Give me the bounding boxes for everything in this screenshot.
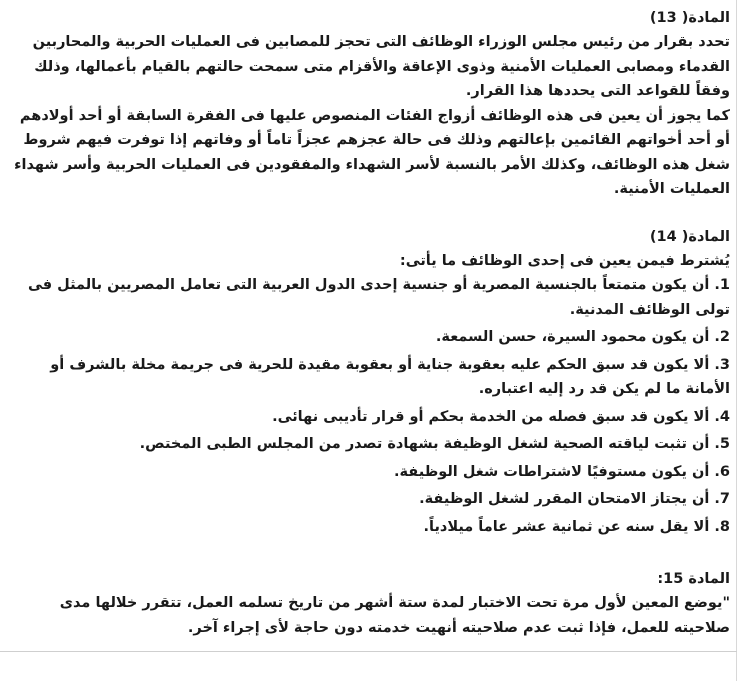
condition-text: ألا يقل سنه عن ثمانية عشر عاماً ميلادياً. xyxy=(423,518,710,535)
condition-item xyxy=(4,432,730,457)
condition-number: 1. xyxy=(714,277,730,293)
article-13-paragraph-1: تحدد بقرار من رئيس مجلس الوزراء الوظائف التى تحجز للمصابين فى العمليات الحربية والمحاربين القدماء ومصابى العمليات الأمنية وذوى الإعاقة والأقزام متى سمحت حالتهم بالقيام بأعمالها، وذلك وفقاً للقواعد التى يحددها هذا القرار. xyxy=(32,34,730,99)
condition-item xyxy=(4,325,730,350)
conditions-list xyxy=(4,273,730,539)
condition-number: 5. xyxy=(714,436,730,452)
condition-number: 4. xyxy=(714,408,730,425)
article-15 xyxy=(4,567,730,640)
condition-number: 6. xyxy=(714,463,730,480)
condition-text: أن يكون متمتعاً بالجنسية المصرية أو جنسية إحدى الدول العربية التى تعامل المصريين بالمثل فى تولى الوظائف المدنية. xyxy=(27,277,730,318)
condition-text: أن يكون محمود السيرة، حسن السمعة. xyxy=(435,329,710,345)
condition-text: أن يكون مستوفيًا لاشتراطات شغل الوظيفة. xyxy=(393,463,710,480)
condition-number: 2. xyxy=(714,329,730,345)
condition-item xyxy=(4,460,730,485)
condition-item xyxy=(4,353,730,402)
article-14-heading: المادة( 14) xyxy=(649,228,730,245)
condition-text: أن تثبت لياقته الصحية لشغل الوظيفة بشهادة تصدر من المجلس الطبى المختص. xyxy=(139,436,710,452)
article-14-intro: يُشترط فيمن يعين فى إحدى الوظائف ما يأتى: xyxy=(399,252,730,269)
article-15-paragraph: "يوضع المعين لأول مرة تحت الاختبار لمدة ستة أشهر من تاريخ تسلمه العمل، تتقرر خلالها مدى صلاحيته للعمل، فإذا ثبت عدم صلاحيته أنهيت خدمته دون حاجة لأى إجراء آخر. xyxy=(59,595,730,636)
condition-item xyxy=(4,487,730,512)
article-13-heading: المادة( 13) xyxy=(649,10,730,26)
article-15-heading: المادة 15: xyxy=(657,571,730,587)
page-bottom-divider xyxy=(0,651,737,652)
condition-number: 7. xyxy=(714,491,730,507)
condition-number: 3. xyxy=(714,356,730,373)
condition-item xyxy=(4,405,730,430)
article-13 xyxy=(4,6,730,202)
condition-item xyxy=(4,273,730,322)
condition-text: أن يجتاز الامتحان المقرر لشغل الوظيفة. xyxy=(419,491,710,507)
condition-text: ألا يكون قد سبق فصله من الخدمة بحكم أو قرار تأديبى نهائى. xyxy=(272,408,710,425)
condition-text: ألا يكون قد سبق الحكم عليه بعقوبة جناية أو بعقوبة مقيدة للحرية فى جريمة مخلة بالشرف أو الأمانة ما لم يكن قد رد إليه اعتباره. xyxy=(50,356,730,397)
section-gap xyxy=(4,542,730,567)
condition-item xyxy=(4,515,730,540)
article-14 xyxy=(4,225,730,540)
article-13-paragraph-2: كما يجوز أن يعين فى هذه الوظائف أزواج الفئات المنصوص عليها فى الفقرة السابقة أو أحد أولادهم أو أحد أخواتهم القائمين بإعالتهم وذلك فى حالة عجزهم عجزاً تاماً أو وفاتهم إذا توفرت فيهم شروط شغل هذه الوظائف، وكذلك الأمر بالنسبة لأسر الشهداء والمفقودين فى العمليات الحربية وأسر شهداء العمليات الأمنية. xyxy=(14,107,730,197)
section-gap xyxy=(4,202,730,225)
condition-number: 8. xyxy=(714,518,730,535)
